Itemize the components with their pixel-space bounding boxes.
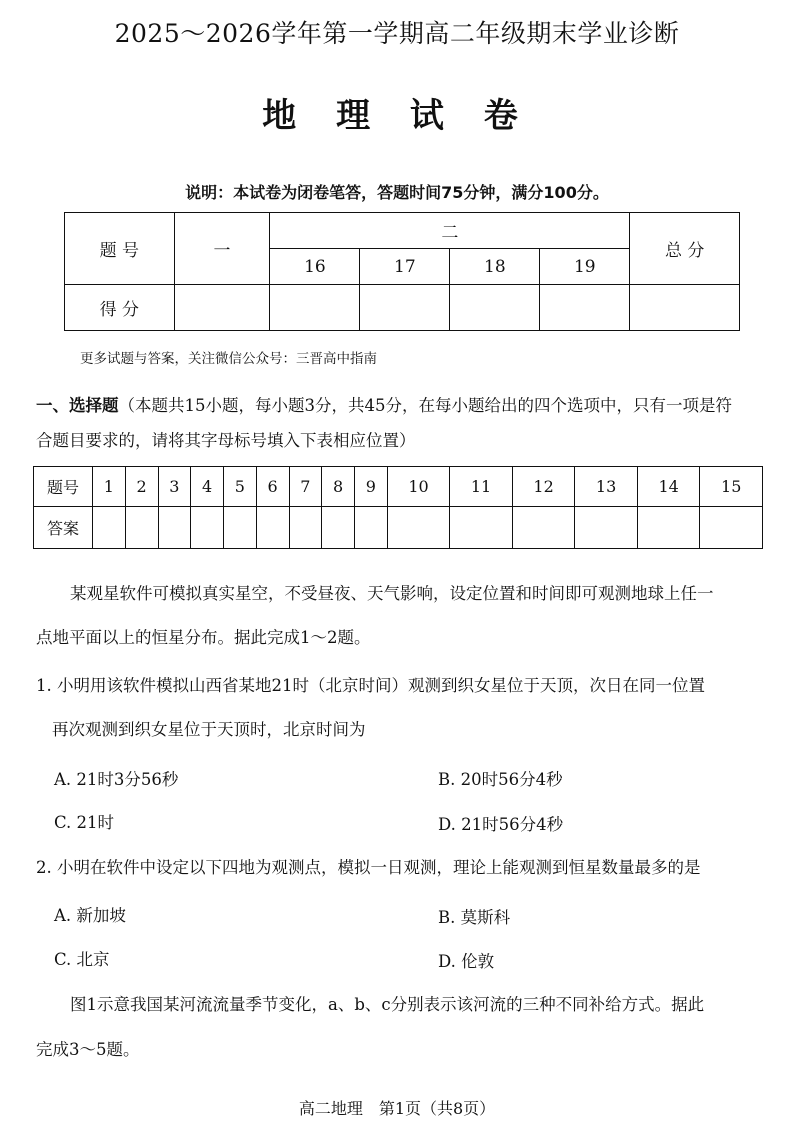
score-table-sub-18: 18: [450, 249, 540, 285]
answer-table-number: 3: [158, 467, 191, 507]
question-1-option-d: D. 21时56分4秒: [438, 815, 564, 834]
section-one-instruction-1: （本题共15小题，每小题3分，共45分，在每小题给出的四个选项中，只有一项是符: [118, 396, 732, 415]
answer-cell[interactable]: [700, 507, 763, 549]
exam-header-title: 2025～2026学年第一学期高二年级期末学业诊断: [114, 19, 680, 48]
answer-cell[interactable]: [512, 507, 575, 549]
score-cell-part-one[interactable]: [174, 285, 270, 331]
promo-line: 更多试题与答案，关注微信公众号：三晋高中指南: [80, 351, 377, 367]
answer-cell[interactable]: [322, 507, 355, 549]
answer-table-number: 7: [289, 467, 322, 507]
answer-cell[interactable]: [289, 507, 322, 549]
answer-cell[interactable]: [637, 507, 700, 549]
answer-cell[interactable]: [256, 507, 289, 549]
question-2-stem: 2. 小明在软件中设定以下四地为观测点，模拟一日观测，理论上能观测到恒星数量最多的是: [36, 858, 701, 877]
score-table-part-two: 二: [270, 213, 630, 249]
answer-cell[interactable]: [93, 507, 126, 549]
answer-table-number: 4: [191, 467, 224, 507]
passage-1-line-2: 点地平面以上的恒星分布。据此完成1～2题。: [36, 628, 371, 647]
answer-cell[interactable]: [224, 507, 257, 549]
answer-table-number: 1: [93, 467, 126, 507]
answer-cell[interactable]: [575, 507, 638, 549]
section-one-instruction-2: 合题目要求的，请将其字母标号填入下表相应位置）: [36, 431, 416, 450]
answer-table-number: 13: [575, 467, 638, 507]
page-footer: 高二地理 第1页（共8页）: [298, 1099, 496, 1118]
score-table-sub-16: 16: [270, 249, 360, 285]
answer-table-number: 11: [450, 467, 513, 507]
passage-2-line-2: 完成3～5题。: [36, 1040, 140, 1059]
answer-table-number: 12: [512, 467, 575, 507]
question-2-option-a: A. 新加坡: [54, 906, 126, 925]
answer-table-number: 5: [224, 467, 257, 507]
passage-1-line-1: 某观星软件可模拟真实星空，不受昼夜、天气影响，设定位置和时间即可观测地球上任一: [70, 584, 714, 603]
answer-cell[interactable]: [191, 507, 224, 549]
score-table-label-number: 题 号: [65, 213, 175, 285]
score-table-part-one: 一: [174, 213, 270, 285]
answer-cell[interactable]: [158, 507, 191, 549]
question-1-option-b: B. 20时56分4秒: [438, 770, 563, 789]
answer-table-number: 2: [125, 467, 158, 507]
score-table-sub-19: 19: [540, 249, 630, 285]
score-cell-19[interactable]: [540, 285, 630, 331]
question-2-option-b: B. 莫斯科: [438, 908, 511, 927]
answer-cell[interactable]: [125, 507, 158, 549]
answer-table-number: 14: [637, 467, 700, 507]
answer-table-answer-label: 答案: [34, 507, 93, 549]
score-cell-16[interactable]: [270, 285, 360, 331]
question-1-option-c: C. 21时: [54, 813, 115, 832]
question-2-option-c: C. 北京: [54, 950, 110, 969]
passage-2-line-1: 图1示意我国某河流流量季节变化，a、b、c分别表示该河流的三种不同补给方式。据此: [70, 995, 705, 1014]
answer-cell[interactable]: [355, 507, 388, 549]
subject-title: 地 理 试 卷: [262, 96, 532, 136]
score-table-sub-17: 17: [360, 249, 450, 285]
answer-table-number: 10: [387, 467, 450, 507]
score-cell-total[interactable]: [630, 285, 740, 331]
answer-cell[interactable]: [450, 507, 513, 549]
answer-cell[interactable]: [387, 507, 450, 549]
answer-table-number: 9: [355, 467, 388, 507]
score-cell-17[interactable]: [360, 285, 450, 331]
score-table-total: 总 分: [630, 213, 740, 285]
question-1-stem-line-1: 1. 小明用该软件模拟山西省某地21时（北京时间）观测到织女星位于天顶，次日在同一位置: [36, 676, 705, 695]
exam-note: 说明：本试卷为闭卷笔答，答题时间75分钟，满分100分。: [185, 183, 609, 202]
answer-table-header-label: 题号: [34, 467, 93, 507]
answer-table-number: 6: [256, 467, 289, 507]
answer-table: [33, 466, 763, 549]
question-1-option-a: A. 21时3分56秒: [54, 770, 179, 789]
score-table-label-score: 得 分: [65, 285, 175, 331]
section-one-title: 一、选择题: [36, 396, 119, 415]
answer-table-number: 15: [700, 467, 763, 507]
score-table: [64, 212, 740, 331]
score-cell-18[interactable]: [450, 285, 540, 331]
question-2-option-d: D. 伦敦: [438, 952, 495, 971]
section-one-heading: [36, 388, 766, 458]
answer-table-number: 8: [322, 467, 355, 507]
question-1-stem-line-2: 再次观测到织女星位于天顶时，北京时间为: [52, 720, 366, 739]
